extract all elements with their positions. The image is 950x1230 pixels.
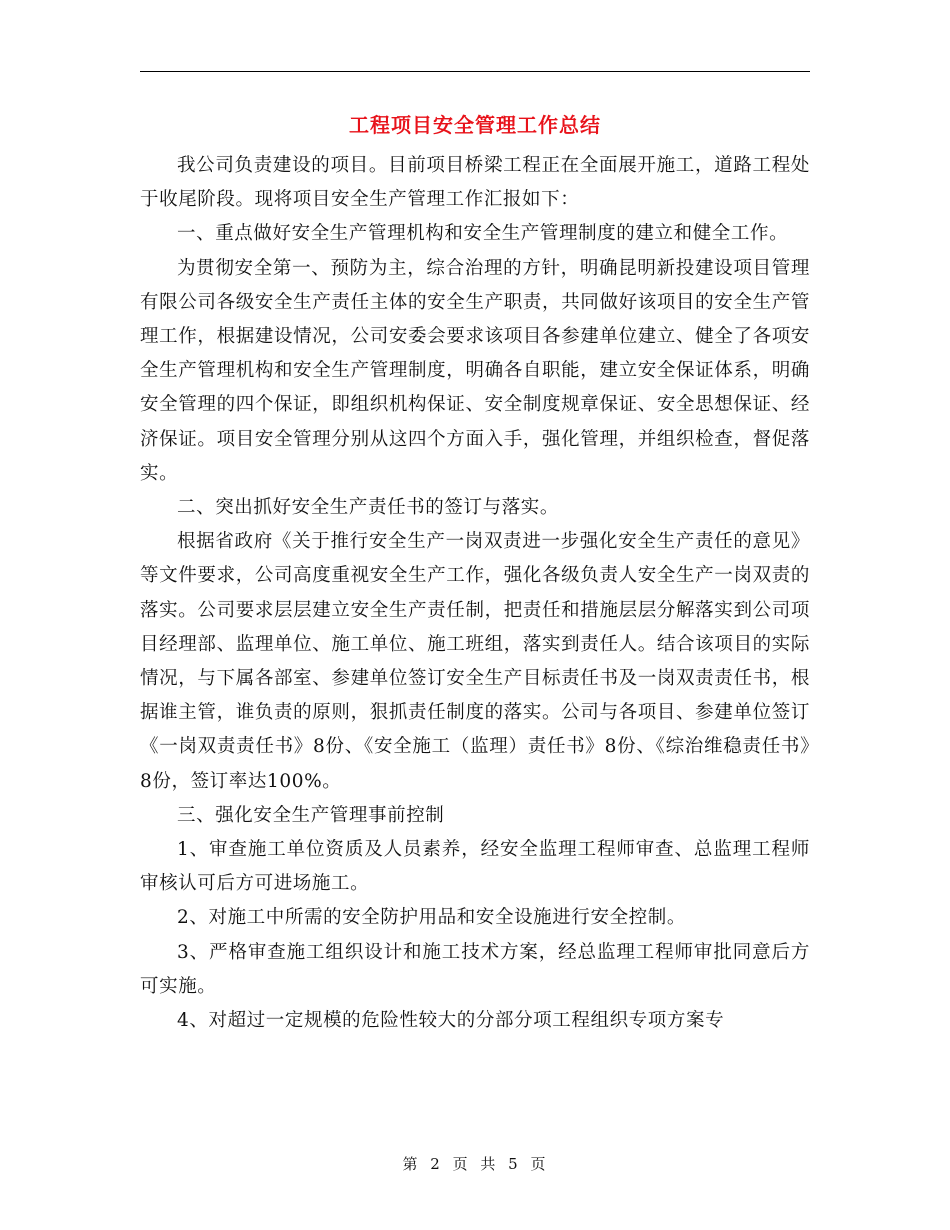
section-heading-2: 二、突出抓好安全生产责任书的签订与落实。 [177, 497, 560, 519]
list-item-4: 4、对超过一定规模的危险性较大的分部分项工程组织专项方案专 [177, 1010, 725, 1032]
list-item-3: 3、严格审查施工组织设计和施工技术方案，经总监理工程师审批同意后方可实施。 [140, 941, 810, 997]
header-rule [140, 71, 810, 72]
intro-paragraph: 我公司负责建设的项目。目前项目桥梁工程正在全面展开施工，道路工程处于收尾阶段。现将项目安全生产管理工作汇报如下： [140, 155, 810, 211]
document-title: 工程项目安全管理工作总结 [349, 113, 601, 137]
document-body [140, 149, 810, 1038]
page-number: 第 2 页 共 5 页 [402, 1155, 548, 1173]
list-item-1: 1、审查施工单位资质及人员素养，经安全监理工程师审查、总监理工程师审核认可后方可进场施工。 [140, 839, 810, 895]
section-2-paragraph: 根据省政府《关于推行安全生产一岗双责进一步强化安全生产责任的意见》等文件要求，公司高度重视安全生产工作，强化各级负责人安全生产一岗双责的落实。公司要求层层建立安全生产责任制，把责任和措施层层分解落实到公司项目经理部、监理单位、施工单位、施工班组，落实到责任人。结合该项目的实际情况，与下属各部室、参建单位签订安全生产目标责任书及一岗双责责任书，根据谁主管，谁负责的原则，狠抓责任制度的落实。公司与各项目、参建单位签订《一岗双责责任书》8份、《安全施工（监理）责任书》8份、《综治维稳责任书》8份，签订率达100%。 [140, 531, 810, 792]
section-heading-3: 三、强化安全生产管理事前控制 [177, 804, 445, 826]
list-item-2: 2、对施工中所需的安全防护用品和安全设施进行安全控制。 [177, 907, 686, 929]
section-heading-1: 一、重点做好安全生产管理机构和安全生产管理制度的建立和健全工作。 [177, 223, 789, 245]
section-1-paragraph: 为贯彻安全第一、预防为主，综合治理的方针，明确昆明新投建设项目管理有限公司各级安全生产责任主体的安全生产职责，共同做好该项目的安全生产管理工作，根据建设情况，公司安委会要求该项目各参建单位建立、健全了各项安全生产管理机构和安全生产管理制度，明确各自职能，建立安全保证体系，明确安全管理的四个保证，即组织机构保证、安全制度规章保证、安全思想保证、经济保证。项目安全管理分别从这四个方面入手，强化管理，并组织检查，督促落实。 [140, 257, 810, 484]
